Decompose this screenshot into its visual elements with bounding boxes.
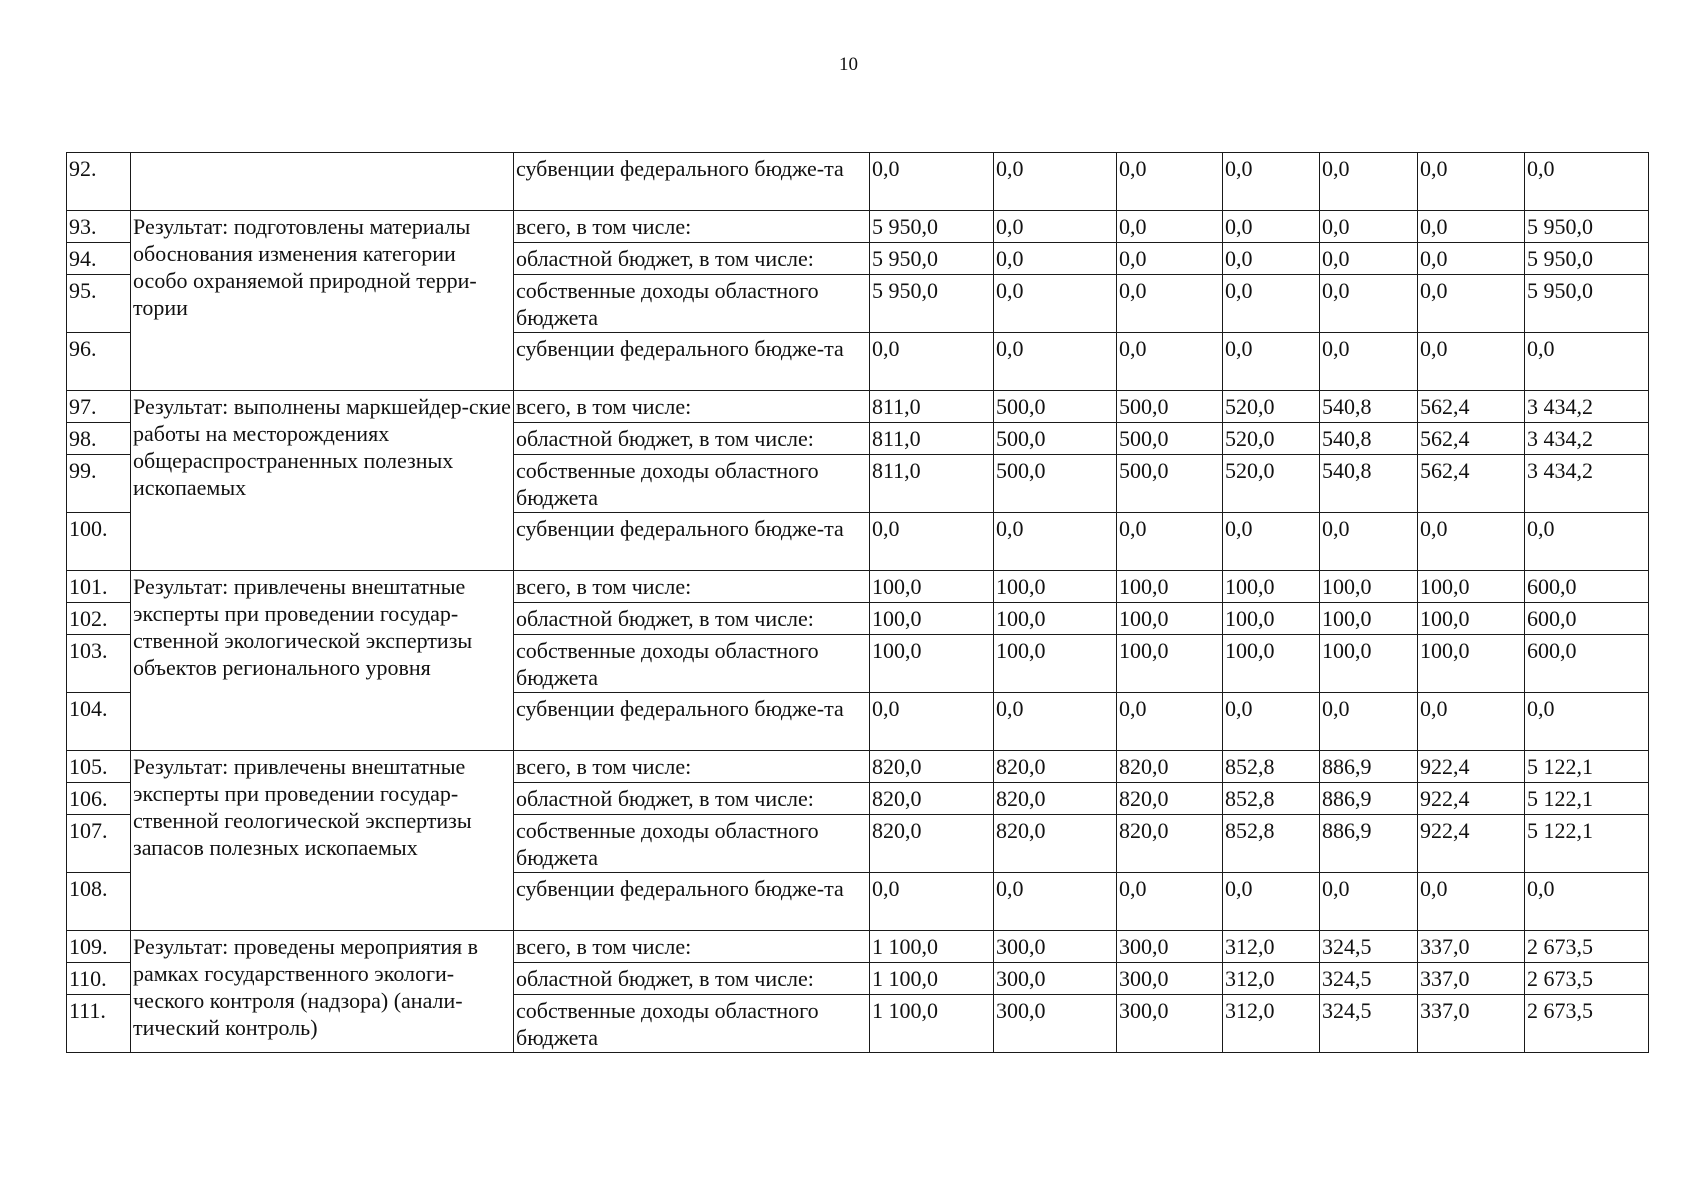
value-cell: 0,0	[1320, 873, 1418, 931]
value-cell: 820,0	[994, 751, 1117, 783]
value-total: 5 122,1	[1525, 815, 1649, 873]
value-cell: 100,0	[994, 603, 1117, 635]
row-number: 96.	[67, 333, 131, 391]
row-number: 92.	[67, 153, 131, 211]
value-cell: 540,8	[1320, 455, 1418, 513]
value-cell: 0,0	[1117, 211, 1223, 243]
value-cell: 100,0	[994, 571, 1117, 603]
value-total: 2 673,5	[1525, 963, 1649, 995]
value-cell: 100,0	[870, 603, 994, 635]
value-cell: 100,0	[1223, 635, 1320, 693]
row-number: 102.	[67, 603, 131, 635]
value-cell: 820,0	[870, 783, 994, 815]
value-cell: 0,0	[1320, 243, 1418, 275]
value-cell: 0,0	[1320, 513, 1418, 571]
value-total: 600,0	[1525, 635, 1649, 693]
value-cell: 820,0	[994, 783, 1117, 815]
value-cell: 100,0	[994, 635, 1117, 693]
value-cell: 852,8	[1223, 751, 1320, 783]
value-cell: 0,0	[870, 153, 994, 211]
value-cell: 0,0	[1223, 693, 1320, 751]
value-cell: 500,0	[1117, 423, 1223, 455]
value-cell: 0,0	[1320, 693, 1418, 751]
value-cell: 0,0	[1320, 275, 1418, 333]
value-cell: 0,0	[1418, 153, 1525, 211]
value-cell: 100,0	[1117, 571, 1223, 603]
value-total: 0,0	[1525, 873, 1649, 931]
funding-source: собственные доходы областного бюджета	[514, 635, 870, 693]
funding-source: областной бюджет, в том числе:	[514, 963, 870, 995]
value-cell: 922,4	[1418, 815, 1525, 873]
value-cell: 0,0	[994, 513, 1117, 571]
value-cell: 852,8	[1223, 783, 1320, 815]
table-row	[67, 391, 1649, 423]
value-cell: 324,5	[1320, 931, 1418, 963]
value-cell: 562,4	[1418, 391, 1525, 423]
row-number: 109.	[67, 931, 131, 963]
value-total: 5 122,1	[1525, 751, 1649, 783]
value-cell: 0,0	[1117, 243, 1223, 275]
value-cell: 820,0	[1117, 815, 1223, 873]
value-cell: 820,0	[870, 751, 994, 783]
value-total: 2 673,5	[1525, 931, 1649, 963]
funding-source: субвенции федерального бюдже-та	[514, 153, 870, 211]
value-cell: 100,0	[1418, 603, 1525, 635]
value-cell: 100,0	[1320, 571, 1418, 603]
funding-source: собственные доходы областного бюджета	[514, 275, 870, 333]
value-cell: 0,0	[1418, 243, 1525, 275]
value-cell: 0,0	[1418, 693, 1525, 751]
value-cell: 562,4	[1418, 455, 1525, 513]
result-description: Результат: подготовлены материалы обоснования изменения категории особо охраняемой природной терри-тории	[131, 211, 514, 391]
value-cell: 540,8	[1320, 391, 1418, 423]
funding-source: областной бюджет, в том числе:	[514, 423, 870, 455]
value-total: 5 122,1	[1525, 783, 1649, 815]
value-cell: 0,0	[1223, 873, 1320, 931]
value-cell: 337,0	[1418, 963, 1525, 995]
row-number: 105.	[67, 751, 131, 783]
value-cell: 0,0	[1223, 153, 1320, 211]
value-cell: 0,0	[1320, 153, 1418, 211]
value-total: 0,0	[1525, 513, 1649, 571]
value-cell: 886,9	[1320, 815, 1418, 873]
value-total: 600,0	[1525, 571, 1649, 603]
value-cell: 922,4	[1418, 783, 1525, 815]
value-cell: 0,0	[1223, 275, 1320, 333]
value-cell: 886,9	[1320, 751, 1418, 783]
value-cell: 0,0	[994, 243, 1117, 275]
value-cell: 300,0	[994, 931, 1117, 963]
value-cell: 5 950,0	[870, 211, 994, 243]
value-cell: 0,0	[1320, 211, 1418, 243]
value-cell: 300,0	[1117, 963, 1223, 995]
value-cell: 100,0	[1117, 603, 1223, 635]
value-cell: 0,0	[1117, 513, 1223, 571]
value-total: 0,0	[1525, 693, 1649, 751]
value-total: 5 950,0	[1525, 275, 1649, 333]
table-row	[67, 153, 1649, 211]
budget-table	[66, 152, 1649, 1053]
result-description: Результат: привлечены внештатные эксперты при проведении государ-ственной экологической экспертизы объектов регионального уровня	[131, 571, 514, 751]
funding-source: областной бюджет, в том числе:	[514, 603, 870, 635]
row-number: 103.	[67, 635, 131, 693]
value-cell: 0,0	[994, 275, 1117, 333]
value-cell: 0,0	[994, 333, 1117, 391]
value-cell: 0,0	[994, 873, 1117, 931]
row-number: 107.	[67, 815, 131, 873]
value-cell: 520,0	[1223, 423, 1320, 455]
value-total: 600,0	[1525, 603, 1649, 635]
value-total: 5 950,0	[1525, 243, 1649, 275]
value-cell: 0,0	[1223, 333, 1320, 391]
funding-source: субвенции федерального бюдже-та	[514, 333, 870, 391]
value-cell: 100,0	[1320, 603, 1418, 635]
funding-source: собственные доходы областного бюджета	[514, 815, 870, 873]
row-number: 108.	[67, 873, 131, 931]
row-number: 94.	[67, 243, 131, 275]
value-cell: 0,0	[1418, 275, 1525, 333]
value-cell: 0,0	[1418, 333, 1525, 391]
funding-source: собственные доходы областного бюджета	[514, 455, 870, 513]
value-cell: 324,5	[1320, 995, 1418, 1053]
value-cell: 0,0	[1223, 513, 1320, 571]
value-cell: 0,0	[1223, 243, 1320, 275]
funding-source: всего, в том числе:	[514, 571, 870, 603]
value-cell: 312,0	[1223, 963, 1320, 995]
funding-source: субвенции федерального бюдже-та	[514, 693, 870, 751]
value-cell: 0,0	[994, 153, 1117, 211]
value-cell: 300,0	[994, 963, 1117, 995]
table-row	[67, 211, 1649, 243]
value-cell: 1 100,0	[870, 963, 994, 995]
value-cell: 100,0	[870, 571, 994, 603]
value-cell: 324,5	[1320, 963, 1418, 995]
funding-source: всего, в том числе:	[514, 391, 870, 423]
value-cell: 100,0	[870, 635, 994, 693]
table-row	[67, 751, 1649, 783]
value-cell: 100,0	[1418, 635, 1525, 693]
funding-source: областной бюджет, в том числе:	[514, 243, 870, 275]
value-total: 0,0	[1525, 153, 1649, 211]
value-cell: 0,0	[1117, 153, 1223, 211]
value-cell: 820,0	[870, 815, 994, 873]
row-number: 100.	[67, 513, 131, 571]
value-cell: 820,0	[994, 815, 1117, 873]
value-cell: 0,0	[994, 693, 1117, 751]
row-number: 93.	[67, 211, 131, 243]
value-cell: 811,0	[870, 423, 994, 455]
value-cell: 0,0	[870, 333, 994, 391]
value-cell: 500,0	[994, 423, 1117, 455]
value-cell: 0,0	[1418, 211, 1525, 243]
value-cell: 1 100,0	[870, 931, 994, 963]
table-row	[67, 571, 1649, 603]
row-number: 101.	[67, 571, 131, 603]
value-cell: 0,0	[1117, 693, 1223, 751]
value-total: 3 434,2	[1525, 423, 1649, 455]
value-cell: 100,0	[1320, 635, 1418, 693]
value-cell: 300,0	[1117, 995, 1223, 1053]
value-cell: 811,0	[870, 455, 994, 513]
value-cell: 5 950,0	[870, 243, 994, 275]
value-cell: 820,0	[1117, 783, 1223, 815]
row-number: 104.	[67, 693, 131, 751]
value-total: 5 950,0	[1525, 211, 1649, 243]
row-number: 111.	[67, 995, 131, 1053]
value-cell: 300,0	[1117, 931, 1223, 963]
value-cell: 337,0	[1418, 995, 1525, 1053]
funding-source: всего, в том числе:	[514, 931, 870, 963]
result-description: Результат: проведены мероприятия в рамках государственного экологи-ческого контроля (надзора) (анали-тический контроль)	[131, 931, 514, 1053]
funding-source: всего, в том числе:	[514, 751, 870, 783]
table-row	[67, 931, 1649, 963]
value-cell: 312,0	[1223, 995, 1320, 1053]
value-cell: 0,0	[1117, 873, 1223, 931]
value-cell: 337,0	[1418, 931, 1525, 963]
value-cell: 500,0	[994, 391, 1117, 423]
funding-source: всего, в том числе:	[514, 211, 870, 243]
value-cell: 520,0	[1223, 455, 1320, 513]
value-cell: 562,4	[1418, 423, 1525, 455]
row-number: 97.	[67, 391, 131, 423]
value-total: 2 673,5	[1525, 995, 1649, 1053]
value-cell: 500,0	[1117, 455, 1223, 513]
value-cell: 0,0	[1223, 211, 1320, 243]
value-total: 3 434,2	[1525, 391, 1649, 423]
value-cell: 100,0	[1117, 635, 1223, 693]
value-cell: 300,0	[994, 995, 1117, 1053]
page-number: 10	[839, 54, 858, 75]
value-total: 3 434,2	[1525, 455, 1649, 513]
table-body	[67, 153, 1649, 1053]
value-cell: 100,0	[1223, 571, 1320, 603]
result-description	[131, 153, 514, 211]
value-cell: 100,0	[1418, 571, 1525, 603]
value-cell: 0,0	[1117, 333, 1223, 391]
value-cell: 540,8	[1320, 423, 1418, 455]
row-number: 110.	[67, 963, 131, 995]
row-number: 99.	[67, 455, 131, 513]
value-cell: 0,0	[1418, 513, 1525, 571]
result-description: Результат: выполнены маркшейдер-ские работы на месторождениях общераспространенных полезных ископаемых	[131, 391, 514, 571]
value-cell: 0,0	[1117, 275, 1223, 333]
value-cell: 0,0	[870, 693, 994, 751]
value-cell: 500,0	[994, 455, 1117, 513]
value-cell: 0,0	[994, 211, 1117, 243]
value-cell: 100,0	[1223, 603, 1320, 635]
value-cell: 520,0	[1223, 391, 1320, 423]
value-cell: 922,4	[1418, 751, 1525, 783]
value-cell: 820,0	[1117, 751, 1223, 783]
row-number: 106.	[67, 783, 131, 815]
value-cell: 0,0	[870, 513, 994, 571]
funding-source: собственные доходы областного бюджета	[514, 995, 870, 1053]
value-cell: 312,0	[1223, 931, 1320, 963]
value-cell: 886,9	[1320, 783, 1418, 815]
funding-source: субвенции федерального бюдже-та	[514, 513, 870, 571]
value-cell: 5 950,0	[870, 275, 994, 333]
value-cell: 500,0	[1117, 391, 1223, 423]
value-cell: 0,0	[870, 873, 994, 931]
row-number: 98.	[67, 423, 131, 455]
row-number: 95.	[67, 275, 131, 333]
value-total: 0,0	[1525, 333, 1649, 391]
value-cell: 852,8	[1223, 815, 1320, 873]
funding-source: субвенции федерального бюдже-та	[514, 873, 870, 931]
value-cell: 811,0	[870, 391, 994, 423]
value-cell: 1 100,0	[870, 995, 994, 1053]
value-cell: 0,0	[1418, 873, 1525, 931]
value-cell: 0,0	[1320, 333, 1418, 391]
funding-source: областной бюджет, в том числе:	[514, 783, 870, 815]
result-description: Результат: привлечены внештатные эксперты при проведении государ-ственной геологической экспертизы запасов полезных ископаемых	[131, 751, 514, 931]
